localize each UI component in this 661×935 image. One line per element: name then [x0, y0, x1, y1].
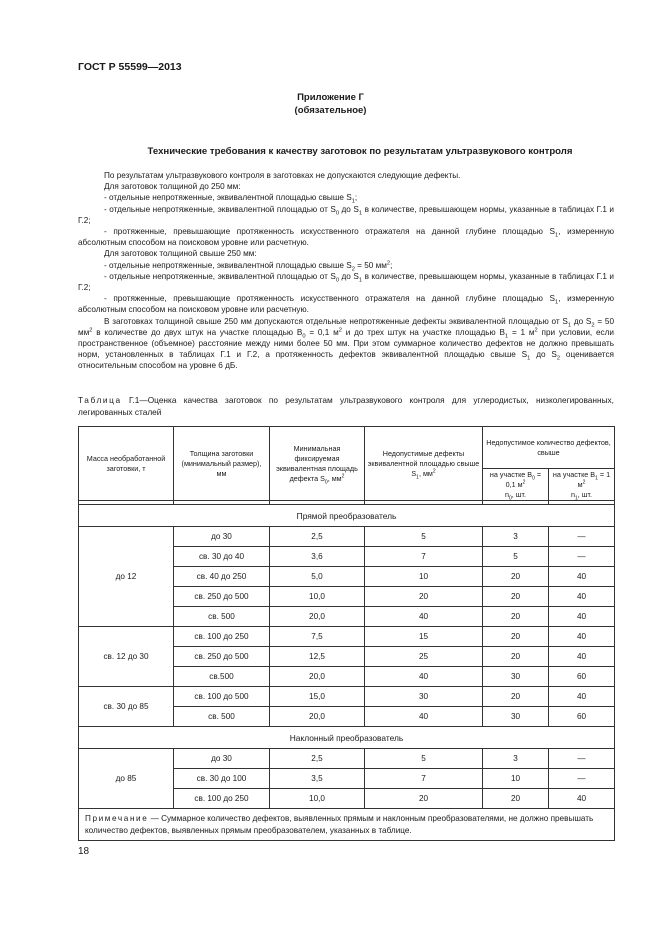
- paragraph: По результатам ультразвукового контроля в заготовках не допускаются следующие дефекты.: [104, 171, 461, 180]
- table-cell: 10,0: [270, 789, 365, 809]
- table-cell: св. 250 до 500: [174, 647, 270, 667]
- table-cell: 20: [483, 687, 549, 707]
- table-cell: 7: [365, 547, 483, 567]
- header-mass: Масса необработанной заготовки, т: [79, 427, 174, 501]
- header-count-b1: на участке $B_1 = 1$ $м^2$ $n_1$, шт.: [549, 469, 615, 501]
- table-cell: 15,0: [270, 687, 365, 707]
- table-cell: 20: [483, 587, 549, 607]
- mass-group: св. 12 до 30: [79, 627, 174, 687]
- annex-status: (обязательное): [294, 105, 367, 116]
- table-cell: 15: [365, 627, 483, 647]
- table-cell: св. 250 до 500: [174, 587, 270, 607]
- table-cell: 30: [483, 707, 549, 727]
- table-cell: 5: [483, 547, 549, 567]
- table-cell: 40: [365, 667, 483, 687]
- header-min-area: Минимальная фиксируемая эквивалентная площадь дефекта $S_0$, $мм^2$: [270, 427, 365, 501]
- list-item: - отдельные непротяженные, эквивалентной площадью свыше $S_1$;: [104, 193, 358, 206]
- table-cell: 40: [549, 647, 615, 667]
- header-thickness: Толщина заготовки (минимальный размер), мм: [174, 427, 270, 501]
- table-row: [79, 749, 615, 769]
- table-cell: 20: [483, 567, 549, 587]
- header-count: Недопустимое количество дефектов, свыше: [483, 427, 615, 469]
- paragraph: Для заготовок толщиной свыше 250 мм:: [104, 249, 257, 259]
- table-cell: 40: [549, 587, 615, 607]
- table-cell: 20,0: [270, 607, 365, 627]
- standard-header: ГОСТ Р 55599—2013: [78, 61, 182, 73]
- list-item: - протяженные, превышающие протяженность искусственного отражателя на данной глубине площадью $S_1$, измеренную абсолютным способом на поисковом уровне или расчетную.: [78, 227, 614, 248]
- table-cell: 10,0: [270, 587, 365, 607]
- page-number: 18: [78, 846, 90, 857]
- table-cell: св.500: [174, 667, 270, 687]
- table-cell: 20: [365, 587, 483, 607]
- table-cell: 40: [549, 567, 615, 587]
- table-cell: 20,0: [270, 707, 365, 727]
- table-cell: 7: [365, 769, 483, 789]
- table-cell: св. 30 до 40: [174, 547, 270, 567]
- table-row: [79, 627, 615, 647]
- table-caption: Таблица Г.1—Оценка качества заготовок по результатам ультразвукового контроля для углеродистых, низколегированных, легированных сталей: [78, 395, 614, 417]
- table-cell: 40: [365, 707, 483, 727]
- table-cell: 30: [365, 687, 483, 707]
- table-cell: 60: [549, 707, 615, 727]
- table-cell: 20: [483, 627, 549, 647]
- table-note: Примечание — Суммарное количество дефектов, выявленных прямым и наклонным преобразователями, не должно превышать количество дефектов, выявленных прямым преобразователем, указанных в таблице.: [79, 809, 615, 841]
- table-cell: 7,5: [270, 627, 365, 647]
- table-cell: 3,5: [270, 769, 365, 789]
- table-cell: 40: [365, 607, 483, 627]
- table-cell: св. 40 до 250: [174, 567, 270, 587]
- annex-title: Приложение Г: [297, 92, 364, 103]
- table-cell: 20: [483, 789, 549, 809]
- table-cell: —: [549, 769, 615, 789]
- table-cell: 20,0: [270, 667, 365, 687]
- table-cell: 40: [549, 607, 615, 627]
- table-cell: 60: [549, 667, 615, 687]
- paragraph: Для заготовок толщиной до 250 мм:: [104, 182, 241, 192]
- table-cell: —: [549, 749, 615, 769]
- table-cell: 20: [365, 789, 483, 809]
- table-cell: св. 500: [174, 707, 270, 727]
- table-cell: 5: [365, 527, 483, 547]
- table-row: [79, 527, 615, 547]
- table-cell: 3: [483, 527, 549, 547]
- table-cell: 12,5: [270, 647, 365, 667]
- table-cell: —: [549, 527, 615, 547]
- table-cell: св. 100 до 250: [174, 627, 270, 647]
- mass-group: св. 30 до 85: [79, 687, 174, 727]
- table-cell: 20: [483, 607, 549, 627]
- table-cell: 2,5: [270, 527, 365, 547]
- mass-group: до 12: [79, 527, 174, 627]
- header-count-b0: на участке $B_0 = 0,1$ $м^2$ $n_0$, шт.: [483, 469, 549, 501]
- list-item: - отдельные непротяженные, эквивалентной площадью свыше $S_2 = 50$ $мм^2$;: [104, 259, 393, 273]
- table-cell: 20: [483, 647, 549, 667]
- section-direct-transducer: Прямой преобразователь: [79, 505, 615, 527]
- table-cell: до 30: [174, 527, 270, 547]
- header-unacceptable-area: Недопустимые дефекты эквивалентной площадью свыше $S_1$, $мм^2$: [365, 427, 483, 501]
- table-cell: 2,5: [270, 749, 365, 769]
- body-text: [78, 170, 614, 372]
- table-cell: 10: [365, 567, 483, 587]
- table-cell: 30: [483, 667, 549, 687]
- section-heading: Технические требования к качеству заготовок по результатам ультразвукового контроля: [147, 146, 573, 157]
- table-cell: 10: [483, 769, 549, 789]
- table-cell: 25: [365, 647, 483, 667]
- table-cell: 3: [483, 749, 549, 769]
- table-cell: 3,6: [270, 547, 365, 567]
- paragraph: В заготовках толщиной свыше 250 мм допускаются отдельные непротяженные дефекты эквивалентной площадью от $S_1$ до $S_2 = 50$ $мм^2$ в количестве до двух штук на участке площадью $B_0 = 0,1$ $м^2$ и до трех штук на участке площадью $B_1 = 1$ $м^2$ при условии, если пространственное (объемное) расстояние между ними более 50 мм. При этом суммарное количество дефектов не должно превышать норм, установленных в таблицах Г.1 и Г.2, а протяженность дефектов эквивалентной площадью свыше $S_1$ до $S_2$ оценивается относительным способом на уровне 6 дБ.: [78, 316, 614, 371]
- table-cell: 40: [549, 627, 615, 647]
- table-cell: —: [549, 547, 615, 567]
- list-item: - отдельные непротяженные, эквивалентной площадью от $S_0$ до $S_1$ в количестве, превышающем нормы, указанные в таблицах Г.1 и Г.2;: [78, 271, 614, 293]
- table-cell: св. 100 до 500: [174, 687, 270, 707]
- table-cell: 40: [549, 789, 615, 809]
- section-angled-transducer: Наклонный преобразователь: [79, 727, 615, 749]
- table-cell: св. 100 до 250: [174, 789, 270, 809]
- mass-group: до 85: [79, 749, 174, 809]
- list-item: - отдельные непротяженные, эквивалентной площадью от $S_0$ до $S_1$ в количестве, превышающем нормы, указанные в таблицах Г.1 и Г.2;: [78, 204, 614, 225]
- table-cell: св. 500: [174, 607, 270, 627]
- table-cell: св. 30 до 100: [174, 769, 270, 789]
- defects-table: [78, 426, 615, 841]
- table-cell: 5,0: [270, 567, 365, 587]
- list-item: - протяженные, превышающие протяженность искусственного отражателя на данной глубине площадью $S_1$, измеренную абсолютным способом на поисковом уровне или расчетную.: [78, 294, 614, 315]
- table-row: [79, 687, 615, 707]
- table-cell: до 30: [174, 749, 270, 769]
- table-cell: 5: [365, 749, 483, 769]
- table-cell: 40: [549, 687, 615, 707]
